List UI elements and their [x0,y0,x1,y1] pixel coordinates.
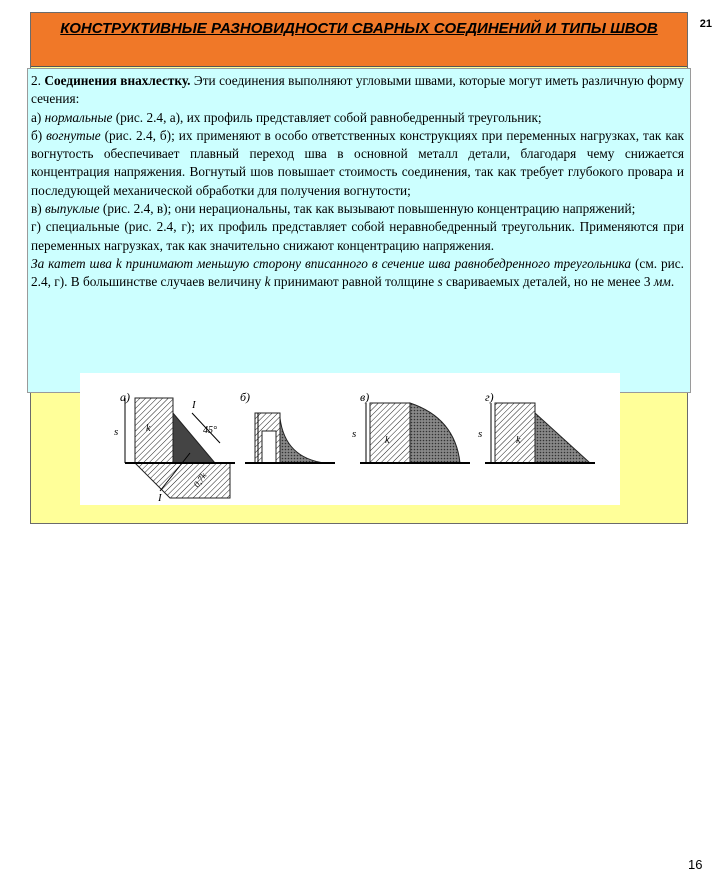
panel-label-d: г) [485,390,494,404]
title-band [31,13,687,67]
panel-a-normal-weld [114,390,235,504]
panel-d-special-weld [478,390,595,463]
dim-s-c: s [352,428,357,440]
dim-k-c: k [385,435,390,446]
panel-b-concave-weld [240,390,335,463]
paragraph-leg-definition: За катет шва k принимают меньшую сторону вписанного в сечение шва равнобедренного треугольника (см. рис. 2.4, г). В большинстве случаев величину k принимают равной толщине s свариваемых деталей, но не менее 3 мм. [31,255,684,290]
dim-k-d: k [516,435,521,446]
dim-s-d: s [478,428,483,440]
dim-s-a: s [114,426,119,438]
paragraph-concave: б) вогнутые (рис. 2.4, б); их применяют в особо ответственных конструкциях при переменных нагрузках, так как вогнутость обеспечивает плавный переход шва в основной металл детали, благодаря чему снижается концентрация напряжения. Вогнутый шов повышает стоимость соединения, так как требует глубокого провара и последующей механической обработки для получения вогнутости; [31,127,684,198]
panel-c-convex-weld [352,390,470,463]
paragraph-normal: а) нормальные (рис. 2.4, а), их профиль представляет собой равнобедренный треугольник; [31,109,542,125]
panel-label-a: а) [120,390,130,404]
angle-label: 45° [203,425,217,436]
section-mark-top: I [192,399,196,411]
paragraph-convex: в) выпуклые (рис. 2.4, в); они нерациональны, так как вызывают повышенную концентрацию напряжений; [31,201,636,217]
panel-label-b: б) [240,390,251,404]
slide-title: КОНСТРУКТИВНЫЕ РАЗНОВИДНОСТИ СВАРНЫХ СОЕДИНЕНИЙ И ТИПЫ ШВОВ [60,20,658,37]
weld-figure [80,373,703,872]
panel-label-c: в) [360,390,370,404]
paragraph-special: г) специальные (рис. 2.4, г); их профиль представляет собой неравнобедренный треугольник. Применяются при переменных нагрузках, так как значительно снижают концентрацию напряжения. [31,219,684,253]
paragraph-lap-joints: 2. Соединения внахлестку. Эти соединения выполняют угловыми швами, которые могут иметь различную форму сечения: [31,73,684,107]
throat-label: 0,7k [191,470,209,490]
text-box [27,68,691,393]
section-mark-bottom: I [158,492,162,504]
slide-number: 21 [699,18,712,30]
dim-k-a: k [146,423,151,434]
page-number: 16 [688,857,703,872]
